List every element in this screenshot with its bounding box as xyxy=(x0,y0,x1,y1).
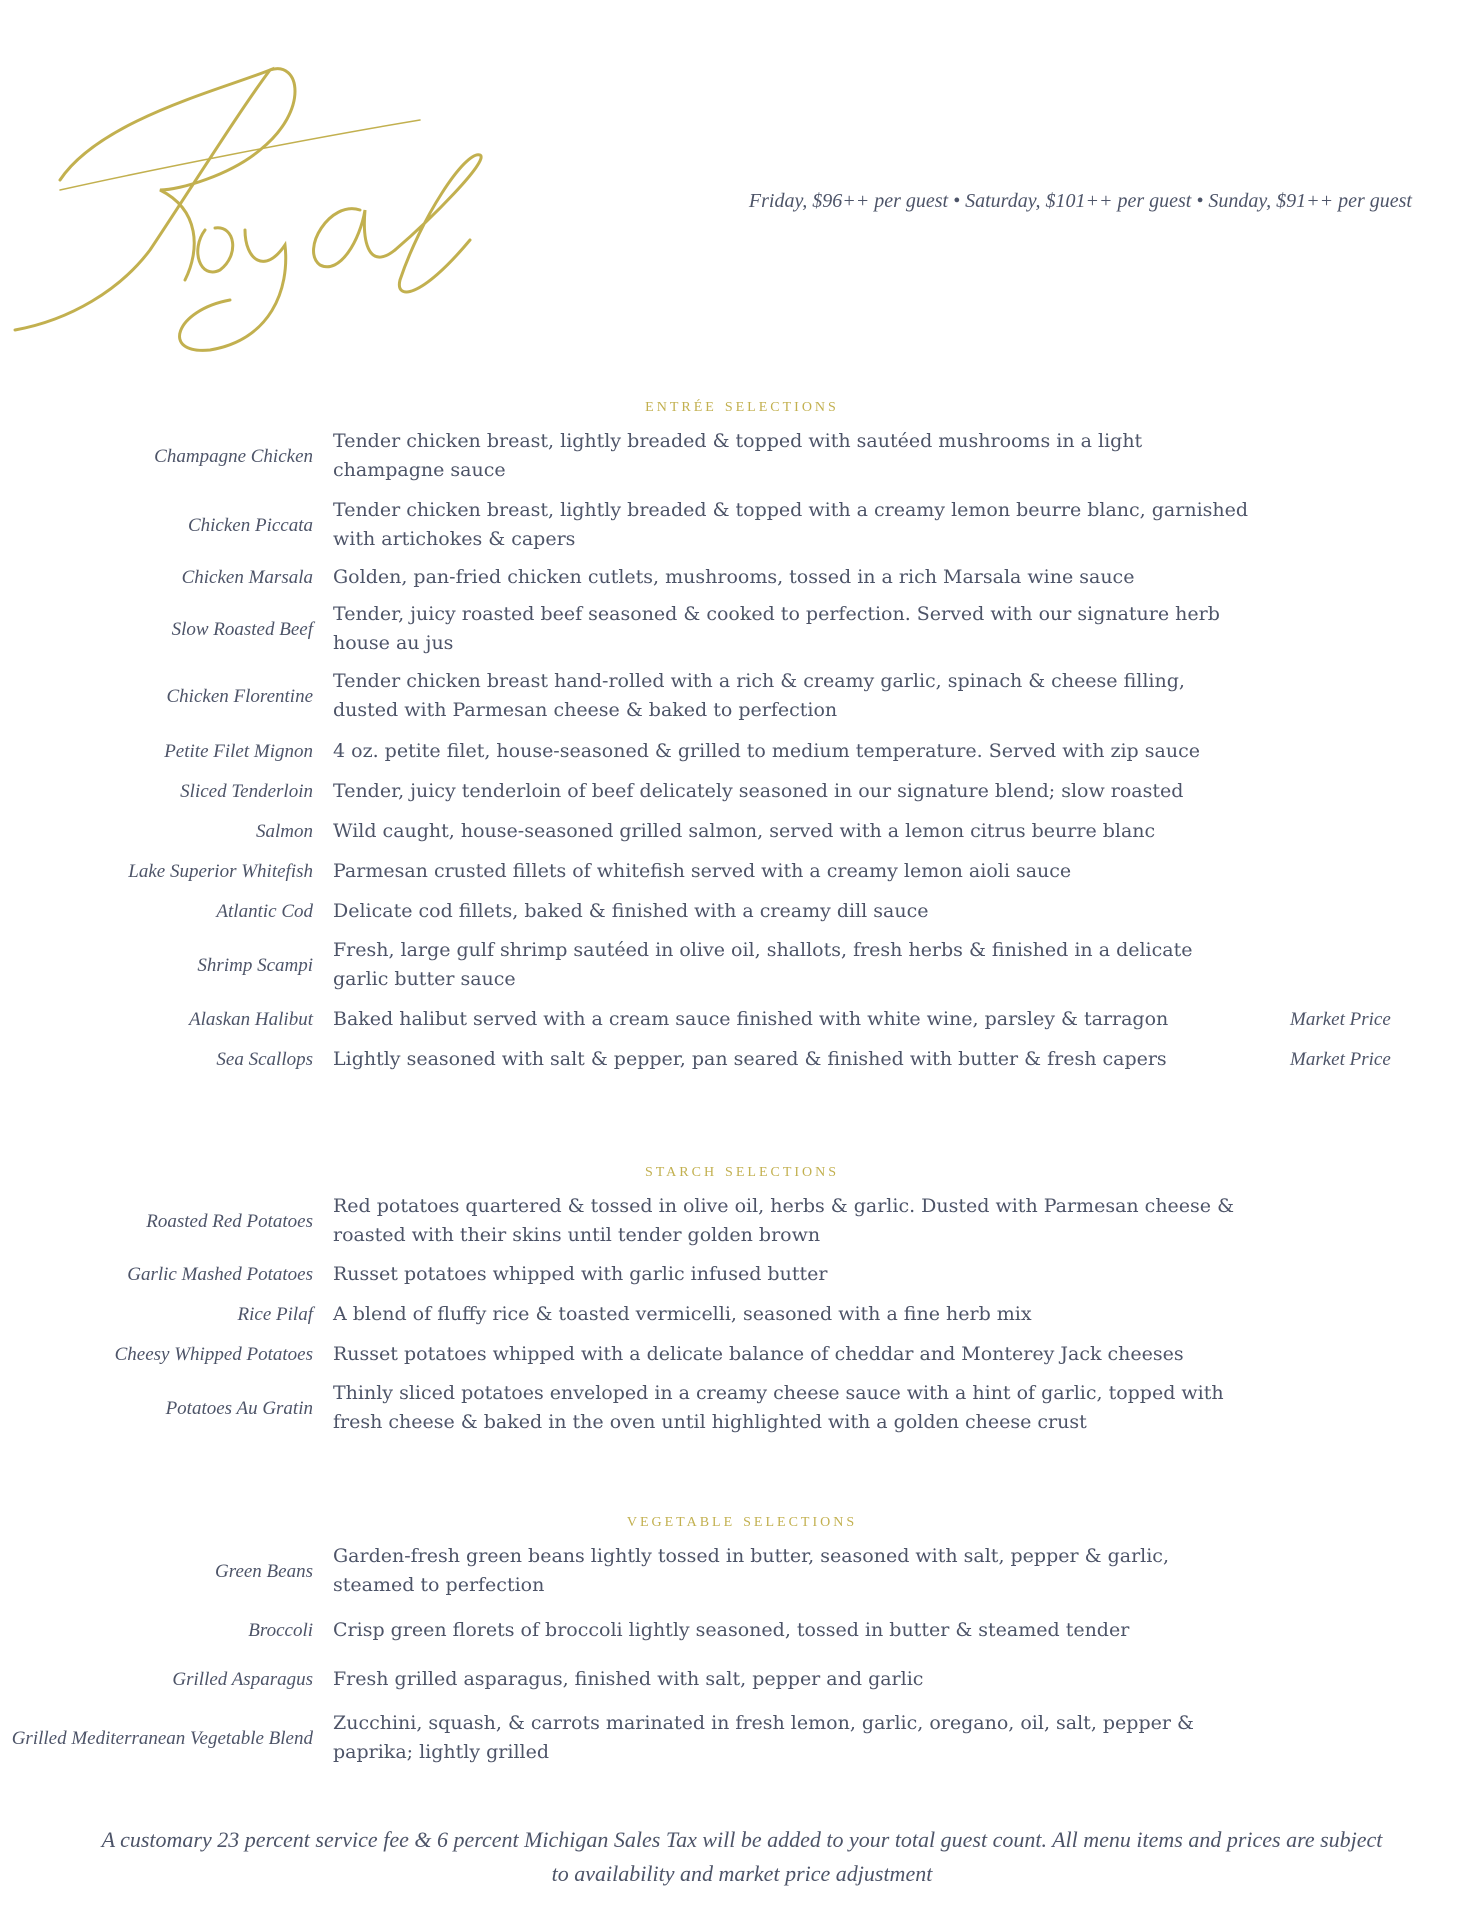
menu-item xyxy=(0,1656,1484,1702)
menu-item xyxy=(0,557,1484,597)
item-name: Cheesy Whipped Potatoes xyxy=(114,1343,313,1365)
menu-item xyxy=(0,1254,1484,1294)
royal-script-logo-icon xyxy=(0,50,520,360)
menu-item xyxy=(0,661,1484,731)
section-title: vegetable selections xyxy=(626,1509,858,1531)
menu-item xyxy=(0,1374,1484,1442)
menu-item xyxy=(0,1604,1484,1656)
item-name: Potatoes Au Gratin xyxy=(165,1397,313,1419)
menu-item xyxy=(0,1334,1484,1374)
item-name: Champagne Chicken xyxy=(154,445,313,467)
item-description: Red potatoes quartered & tossed in olive oil, herbs & garlic. Dusted with Parmesan cheese & roasted with their skins until tender golden brown xyxy=(333,1195,1234,1246)
item-description: Fresh grilled asparagus, finished with salt, pepper and garlic xyxy=(333,1667,924,1690)
item-description: Russet potatoes whipped with a delicate balance of cheddar and Monterey Jack cheeses xyxy=(333,1342,1184,1365)
item-name: Green Beans xyxy=(215,1560,313,1582)
item-description: Lightly seasoned with salt & pepper, pan seared & finished with butter & fresh capers xyxy=(333,1047,1167,1070)
item-price: Market Price xyxy=(1290,1008,1391,1030)
menu-item xyxy=(0,1542,1484,1600)
item-description: Russet potatoes whipped with garlic infused butter xyxy=(333,1262,828,1285)
item-name: Sliced Tenderloin xyxy=(180,780,313,802)
footer-note: A customary 23 percent service fee & 6 percent Michigan Sales Tax will be added to your total guest count. All menu items and prices are subject to availability and market price adjustment xyxy=(101,1827,1383,1886)
item-description: Crisp green florets of broccoli lightly seasoned, tossed in butter & steamed tender xyxy=(333,1618,1130,1641)
item-name: Grilled Asparagus xyxy=(172,1668,313,1690)
item-name: Chicken Piccata xyxy=(187,514,313,536)
menu-item xyxy=(0,427,1484,485)
menu-item xyxy=(0,771,1484,811)
item-name: Slow Roasted Beef xyxy=(171,618,313,640)
menu-item xyxy=(0,1294,1484,1334)
menu-item xyxy=(0,851,1484,891)
item-name: Petite Filet Mignon xyxy=(164,740,313,762)
item-name: Alaskan Halibut xyxy=(188,1008,313,1030)
item-name: Grilled Mediterranean Vegetable Blend xyxy=(11,1727,313,1749)
menu-item xyxy=(0,811,1484,851)
item-description: Tender, juicy tenderloin of beef delicately seasoned in our signature blend; slow roasted xyxy=(333,779,1184,802)
item-name: Rice Pilaf xyxy=(237,1303,313,1325)
section-title: entrée selections xyxy=(645,394,839,416)
item-name: Roasted Red Potatoes xyxy=(146,1210,313,1232)
item-description: Golden, pan-fried chicken cutlets, mushrooms, tossed in a rich Marsala wine sauce xyxy=(333,565,1135,588)
item-name: Shrimp Scampi xyxy=(197,954,313,976)
menu-item xyxy=(0,1192,1484,1250)
starch-section xyxy=(0,1156,1484,1442)
item-name: Garlic Mashed Potatoes xyxy=(127,1263,313,1285)
menu-item xyxy=(0,597,1484,661)
item-description: Tender chicken breast, lightly breaded & topped with a creamy lemon beurre blanc, garnished with artichokes & capers xyxy=(333,499,1249,550)
item-name: Broccoli xyxy=(248,1619,313,1641)
item-description: Thinly sliced potatoes enveloped in a creamy cheese sauce with a hint of garlic, topped with fresh cheese & baked in the oven until highlighted with a golden cheese crust xyxy=(333,1382,1224,1433)
item-description: Tender, juicy roasted beef seasoned & cooked to perfection. Served with our signature herb house au jus xyxy=(333,603,1220,654)
section-title: starch selections xyxy=(644,1159,840,1181)
item-name: Chicken Florentine xyxy=(166,685,313,707)
item-name: Chicken Marsala xyxy=(181,566,313,588)
item-description: Tender chicken breast hand-rolled with a rich & creamy garlic, spinach & cheese filling, dusted with Parmesan cheese & baked to perfection xyxy=(333,670,1185,721)
item-description: Tender chicken breast, lightly breaded & topped with sautéed mushrooms in a light champagne sauce xyxy=(333,430,1143,481)
pricing-line: Friday, $96++ per guest • Saturday, $101++ per guest • Sunday, $91++ per guest xyxy=(748,190,1412,212)
item-name: Sea Scallops xyxy=(216,1048,313,1070)
item-description: A blend of fluffy rice & toasted vermicelli, seasoned with a fine herb mix xyxy=(333,1302,1032,1325)
item-description: Parmesan crusted fillets of whitefish served with a creamy lemon aioli sauce xyxy=(333,859,1072,882)
menu-item xyxy=(0,999,1484,1039)
menu-item xyxy=(0,931,1484,999)
item-description: 4 oz. petite filet, house-seasoned & grilled to medium temperature. Served with zip sauce xyxy=(333,739,1200,762)
item-description: Zucchini, squash, & carrots marinated in fresh lemon, garlic, oregano, oil, salt, pepper & paprika; lightly grilled xyxy=(333,1712,1194,1763)
item-description: Baked halibut served with a cream sauce finished with white wine, parsley & tarragon xyxy=(333,1007,1169,1030)
royal-logo xyxy=(0,50,520,360)
menu-item xyxy=(0,493,1484,557)
vegetable-section xyxy=(0,1506,1484,1774)
menu-item xyxy=(0,891,1484,931)
item-name: Atlantic Cod xyxy=(216,900,313,922)
item-description: Delicate cod fillets, baked & finished with a creamy dill sauce xyxy=(333,899,929,922)
item-description: Wild caught, house-seasoned grilled salmon, served with a lemon citrus beurre blanc xyxy=(333,819,1156,842)
item-price: Market Price xyxy=(1290,1048,1391,1070)
entree-section xyxy=(0,391,1484,1079)
item-name: Salmon xyxy=(256,820,313,842)
menu-item xyxy=(0,731,1484,771)
item-description: Garden-fresh green beans lightly tossed in butter, seasoned with salt, pepper & garlic, steamed to perfection xyxy=(333,1545,1169,1596)
item-name: Lake Superior Whitefish xyxy=(128,860,313,882)
menu-item xyxy=(0,1702,1484,1774)
menu-item xyxy=(0,1039,1484,1079)
item-description: Fresh, large gulf shrimp sautéed in olive oil, shallots, fresh herbs & finished in a delicate garlic butter sauce xyxy=(333,939,1193,990)
